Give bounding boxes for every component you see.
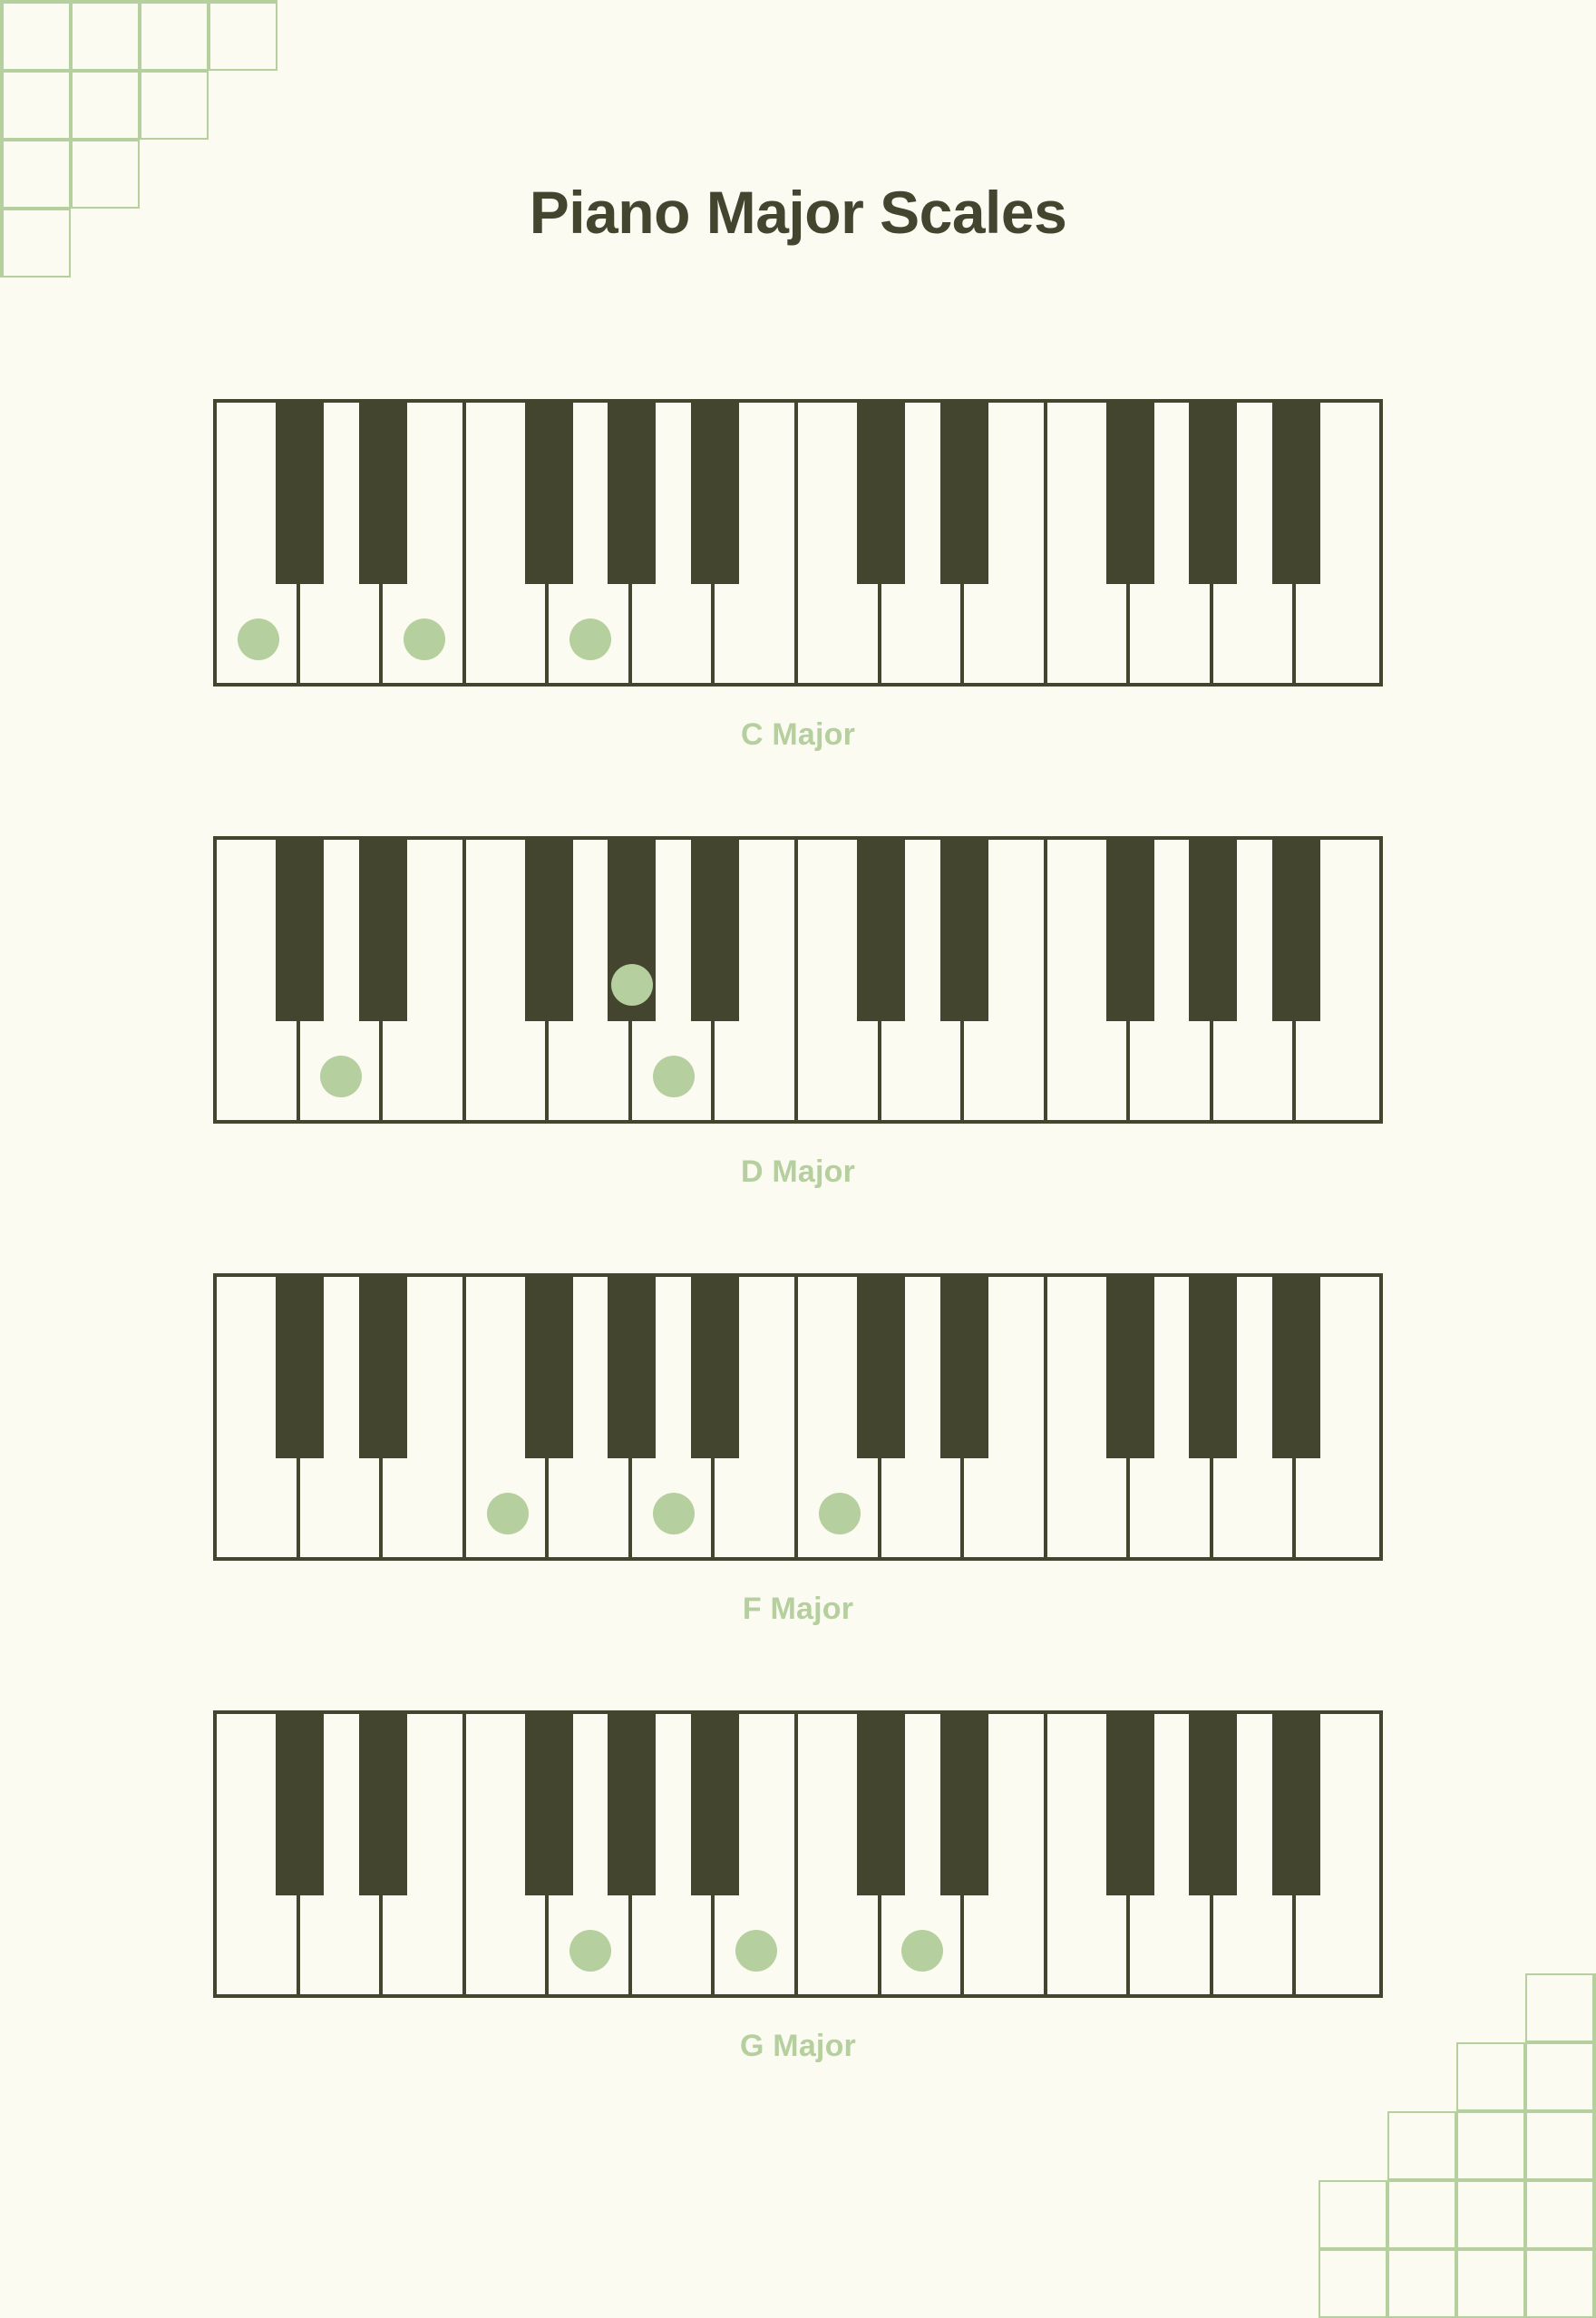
page-title: Piano Major Scales (529, 179, 1067, 246)
black-key[interactable] (359, 403, 407, 584)
highlighted-note-marker (569, 1930, 611, 1972)
black-key[interactable] (608, 1277, 656, 1458)
highlighted-note-marker (611, 964, 653, 1006)
black-key[interactable] (691, 403, 739, 584)
black-key[interactable] (276, 1277, 324, 1458)
grid-cell (0, 71, 2, 140)
black-key[interactable] (608, 1714, 656, 1895)
scale-label: G Major (740, 2029, 856, 2063)
grid-cell (140, 71, 209, 140)
grid-cell (1456, 2249, 1525, 2318)
scale-block (213, 836, 1383, 1190)
black-key[interactable] (857, 840, 905, 1021)
black-key[interactable] (1272, 1714, 1320, 1895)
black-key[interactable] (1272, 840, 1320, 1021)
black-key[interactable] (276, 840, 324, 1021)
grid-cell (1319, 2180, 1387, 2249)
black-key[interactable] (1189, 840, 1237, 1021)
grid-cell (0, 2, 2, 71)
black-key[interactable] (1189, 1714, 1237, 1895)
black-key[interactable] (276, 1714, 324, 1895)
grid-cell (0, 0, 2, 2)
black-key[interactable] (1272, 1277, 1320, 1458)
black-key[interactable] (857, 1277, 905, 1458)
grid-cell (1456, 2180, 1525, 2249)
black-key[interactable] (691, 840, 739, 1021)
piano-keyboard[interactable] (213, 836, 1383, 1124)
scale-label: F Major (742, 1592, 854, 1626)
piano-keyboard[interactable] (213, 399, 1383, 687)
scales-container (0, 399, 1596, 2148)
grid-cell (2, 2, 71, 71)
highlighted-note-marker (569, 618, 611, 660)
grid-cell (2, 0, 71, 2)
scale-block (213, 1273, 1383, 1627)
black-key[interactable] (608, 403, 656, 584)
black-key[interactable] (1106, 403, 1154, 584)
black-key[interactable] (525, 1277, 573, 1458)
black-key[interactable] (857, 403, 905, 584)
highlighted-note-marker (238, 618, 279, 660)
highlighted-note-marker (901, 1930, 943, 1972)
grid-cell (209, 2, 277, 71)
black-key[interactable] (1106, 1714, 1154, 1895)
black-key[interactable] (359, 840, 407, 1021)
grid-cell (2, 71, 71, 140)
black-key[interactable] (691, 1277, 739, 1458)
black-key[interactable] (525, 840, 573, 1021)
highlighted-note-marker (404, 618, 445, 660)
scale-label: D Major (740, 1154, 856, 1189)
piano-keyboard[interactable] (213, 1273, 1383, 1561)
black-key[interactable] (1189, 1277, 1237, 1458)
highlighted-note-marker (819, 1493, 861, 1534)
scale-block (213, 1710, 1383, 2064)
grid-cell (71, 0, 140, 2)
scale-block (213, 399, 1383, 753)
black-key[interactable] (276, 403, 324, 584)
black-key[interactable] (1106, 840, 1154, 1021)
black-key[interactable] (1189, 403, 1237, 584)
highlighted-note-marker (735, 1930, 777, 1972)
highlighted-note-marker (487, 1493, 529, 1534)
scale-label: C Major (740, 717, 856, 752)
black-key[interactable] (691, 1714, 739, 1895)
black-key[interactable] (940, 1714, 988, 1895)
grid-cell (1387, 2249, 1456, 2318)
grid-cell (1525, 2180, 1594, 2249)
grid-cell (71, 2, 140, 71)
black-key[interactable] (1272, 403, 1320, 584)
grid-cell (1525, 2249, 1594, 2318)
grid-cell (1387, 2180, 1456, 2249)
black-key[interactable] (359, 1277, 407, 1458)
black-key[interactable] (359, 1714, 407, 1895)
grid-cell (71, 71, 140, 140)
grid-cell (1319, 2249, 1387, 2318)
grid-cell (209, 0, 277, 2)
black-key[interactable] (940, 1277, 988, 1458)
black-key[interactable] (857, 1714, 905, 1895)
grid-cell (140, 0, 209, 2)
black-key[interactable] (525, 403, 573, 584)
piano-keyboard[interactable] (213, 1710, 1383, 1998)
highlighted-note-marker (320, 1056, 362, 1097)
black-key[interactable] (940, 840, 988, 1021)
highlighted-note-marker (653, 1493, 695, 1534)
black-key[interactable] (940, 403, 988, 584)
grid-cell (140, 2, 209, 71)
highlighted-note-marker (653, 1056, 695, 1097)
black-key[interactable] (525, 1714, 573, 1895)
black-key[interactable] (1106, 1277, 1154, 1458)
